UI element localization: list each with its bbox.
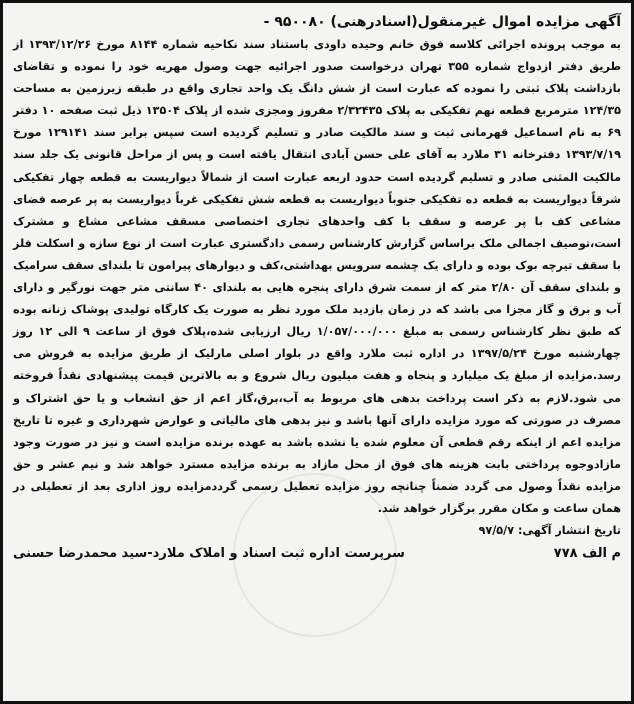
notice-body: به موجب پرونده اجرائی کلاسه فوق خانم وحیده داودی باستناد سند نکاحیه شماره ۸۱۴۴ مورخ ۱۳۹۳/۱۲/۲۶ از طریق دفتر ازدواج شماره ۳۵۵ تهران درخواست صدور اجرائیه جهت وصول مهریه خود را نموده و تقاضای بازداشت پلاک ثبتی را نموده که عبارت است از شش دانگ یک واحد تجاری واقع در طبقه زیرزمین به مساحت ۱۲۴/۳۵ مترمربع قطعه نهم تفکیکی به پلاک ۲/۳۲۴۳۵ مفروز ومجزی شده از پلاک ۱۳۵۰۴ ذیل ثبت صفحه ۱۰ دفتر ۶۹ به نام اسماعیل قهرمانی ثبت و سند مالکیت صادر و تسلیم گردیده است سپس برابر سند ۱۲۹۱۴۱ مورخ ۱۳۹۳/۷/۱۹ دفترخانه ۳۱ ملارد به آقای علی حسن آبادی انتقال یافته است و پس از مراحل قانونی یک جلد سند مالکیت المثنی صادر و تسلیم گردیده است حدود اربعه عبارت است از شمالاً دیواریست به قطعه چهار تفکیکی شرقاً دیواریست به قطعه ده تفکیکی جنوباً دیواریست به قطعه شش تفکیکی غرباً دیواریست به پر عرصه فضای مشاعی کف با پر عرصه و سقف با کف واحدهای تجاری اختصاصی مسقف مشاعی مشاع و مشترک است،توصیف اجمالی ملک براساس گزارش کارشناس رسمی دادگستری عبارت است از نوع سازه و اسکلت فلز با سقف تیرچه بوک بوده و دارای یک چشمه سرویس بهداشتی،کف و دیوارهای پیرامون تا بلندای سقف سرامیک و بلندای سقف آن ۲/۸۰ متر که از سمت شرق دارای پنجره هایی به بلندای ۴۰ سانتی متر جهت نورگیر و دارای آب و برق و گاز مجزا می باشد که در زمان بازدید ملک مورد نظر به صورت یک کارگاه تولیدی پوشاک زنانه بوده که طبق نظر کارشناس رسمی به مبلغ ۱/۰۵۷/۰۰۰/۰۰۰ ریال ارزیابی شده،پلاک فوق از ساعت ۹ الی ۱۲ روز چهارشنبه مورخ ۱۳۹۷/۵/۲۴ در اداره ثبت ملارد واقع در بلوار اصلی مارلیک از طریق مزایده به فروش می رسد.مزایده از مبلغ یک میلیارد و پنجاه و هفت میلیون ریال شروع و به بالاترین قیمت پیشنهادی نقداً فروخته می شود.لازم به ذکر است پرداخت بدهی های مربوط به آب،برق،گاز اعم از حق انشعاب و یا حق اشتراک و مصرف در صورتی که مورد مزایده دارای آنها باشد و نیز بدهی های مالیاتی و عوارض شهرداری و غیره تا تاریخ مزایده اعم از اینکه رقم قطعی آن معلوم شده یا نشده باشد به عهده برنده مزایده است و نیز در صورت وجود مازادوجوه پرداختی بابت هزینه های فوق از محل مازاد به برنده مزایده مسترد خواهد شد و نیم عشر و حق مزایده نقداً وصول می گردد ضمناً چنانچه روز مزایده تعطیل رسمی گرددمزایده روز اداری بعد از تعطیلی در همان ساعت و مکان مقرر برگزار خواهد شد. (13, 38, 622, 515)
publish-date: تاریخ انتشار آگهی: ۹۷/۵/۷ (478, 524, 621, 538)
notice-footer (13, 542, 621, 566)
signature-line: سرپرست اداره ثبت اسناد و املاک ملارد-سید محمدرضا حسنی (13, 546, 405, 562)
reference-code: م الف ۷۷۸ (553, 546, 621, 562)
notice-title: آگهی مزایده اموال غیرمنقول(اسنادرهنی) ۹۵۰۰۸۰ - (263, 14, 621, 30)
